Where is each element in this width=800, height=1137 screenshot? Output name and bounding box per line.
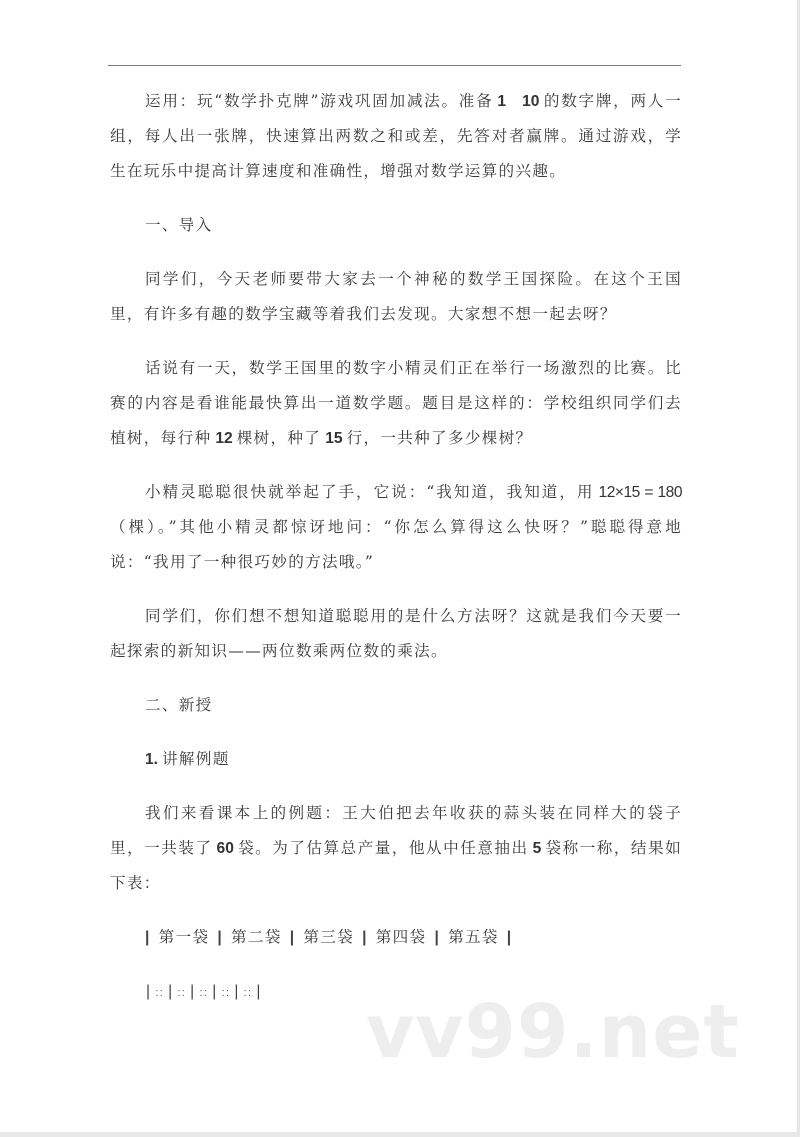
table-header-row	[110, 920, 682, 955]
list-number: 1.	[145, 751, 159, 768]
number: 60	[216, 840, 234, 857]
paragraph-answer	[110, 475, 682, 580]
text-segment: （棵）。”其他小精灵都惊讶地问：“你怎么算得这么快呀？”聪聪得意地说：“我用了一种很巧妙的方法哦。”	[110, 518, 682, 571]
number: 10	[522, 93, 540, 110]
section-heading-intro: 一、导入	[145, 216, 213, 234]
number: 12	[215, 430, 233, 447]
table-separator-cell: ::	[155, 987, 165, 999]
paragraph-example	[110, 796, 682, 901]
table-header-cell: 第五袋	[448, 928, 499, 946]
text-segment: 行，一共种了多少棵树？	[346, 429, 533, 447]
paragraph-intro: 同学们，今天老师要带大家去一个神秘的数学王国探险。在这个王国里，有许多有趣的数学宝藏等着我们去发现。大家想不想一起去呀？	[110, 270, 682, 323]
table-pipe: |	[434, 929, 441, 946]
table-separator-cell: ::	[177, 987, 187, 999]
document-body	[110, 84, 682, 1030]
table-separator-cell: ::	[221, 987, 231, 999]
text-segment: 袋称一称，结果如下表：	[110, 839, 682, 892]
table-pipe: |	[256, 983, 262, 1000]
number: 15	[325, 430, 343, 447]
watermark: vv99.net	[366, 989, 740, 1075]
table-pipe: |	[289, 929, 296, 946]
section-heading-new-lesson: 二、新授	[145, 696, 213, 714]
table-pipe: |	[146, 983, 152, 1000]
number: 1	[497, 93, 507, 110]
subsection-title: 讲解例题	[162, 750, 230, 768]
text-segment: 运用：玩“数学扑克牌”游戏巩固加减法。准备	[145, 92, 494, 110]
table-pipe: |	[506, 929, 513, 946]
paragraph-application	[110, 84, 682, 189]
text-segment: 话说有一天，数学王国里的数字小精灵们正在举行一场激烈的比赛。比赛的内容是看谁能最快算出一道数学题。题目是这样的：学校组织同学们去植树，每行种	[110, 359, 682, 447]
subsection-heading-example	[110, 742, 682, 777]
paragraph-topic: 同学们，你们想不想知道聪聪用的是什么方法呀？这就是我们今天要一起探索的新知识——两位数乘两位数的乘法。	[110, 607, 682, 660]
table-pipe: |	[362, 929, 368, 946]
text-segment: 棵树，种了	[236, 429, 322, 447]
text-segment: 袋。为了估算总产量，他从中任意抽出	[237, 839, 529, 857]
text-segment: 的数字牌，两人一组，每人出一张牌，快速算出两数之和或差，先答对者赢牌。通过游戏，学生在玩乐中提高计算速度和准确性，增强对数学运算的兴趣。	[110, 92, 683, 180]
table-pipe: |	[145, 929, 151, 946]
table-header-cell: 第四袋	[375, 928, 427, 946]
text-segment: 我们来看课本上的例题：王大伯把去年收获的蒜头装在同样大的袋子里，一共装了	[110, 804, 682, 857]
header-rule	[108, 65, 681, 66]
paragraph-story	[110, 351, 682, 456]
table-pipe: |	[190, 983, 196, 1000]
table-pipe: |	[212, 983, 218, 1000]
table-pipe: |	[217, 929, 224, 946]
text-segment: 小精灵聪聪很快就举起了手，它说：“我知道，我知道，用	[145, 483, 595, 501]
table-separator-cell: ::	[243, 987, 253, 999]
number: 5	[532, 840, 542, 857]
table-header-cell: 第三袋	[303, 928, 355, 946]
table-pipe: |	[234, 983, 240, 1000]
table-header-cell: 第二袋	[231, 928, 282, 946]
table-separator-cell: ::	[199, 987, 209, 999]
formula: 12×15 = 180	[598, 484, 682, 501]
table-header-cell: 第一袋	[158, 928, 210, 946]
table-pipe: |	[168, 983, 174, 1000]
